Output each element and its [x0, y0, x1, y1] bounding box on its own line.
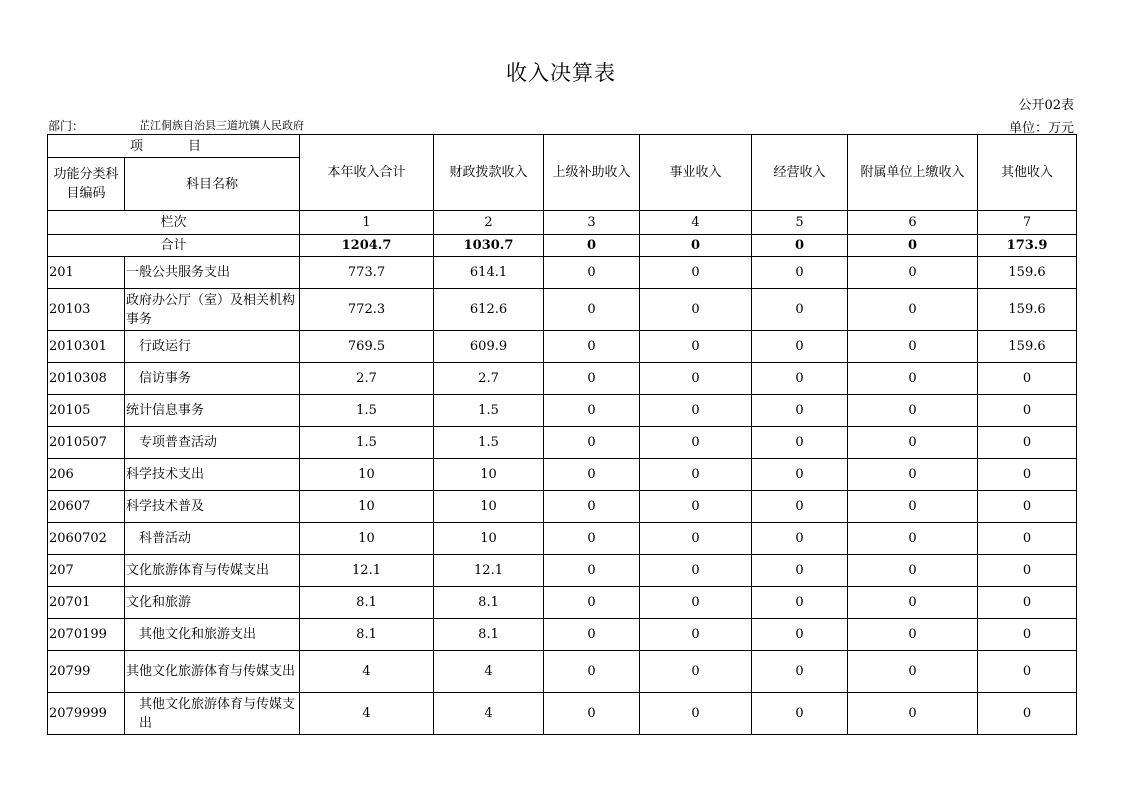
row-value: 0 [978, 693, 1077, 735]
row-value: 773.7 [300, 257, 434, 289]
row-value: 0 [848, 363, 978, 395]
row-value: 0 [640, 289, 752, 331]
row-name: 行政运行 [125, 331, 300, 363]
row-name: 一般公共服务支出 [125, 257, 300, 289]
table-row [48, 693, 1077, 735]
row-value: 0 [640, 491, 752, 523]
row-value: 0 [544, 651, 640, 693]
row-value: 8.1 [300, 619, 434, 651]
row-value: 0 [640, 693, 752, 735]
total-cell: 1204.7 [300, 235, 434, 257]
table-body [48, 135, 1077, 735]
row-value: 0 [640, 363, 752, 395]
index-cell: 2 [434, 211, 544, 235]
row-value: 612.6 [434, 289, 544, 331]
row-value: 769.5 [300, 331, 434, 363]
row-code: 2010301 [48, 331, 125, 363]
row-value: 0 [848, 491, 978, 523]
row-code: 2060702 [48, 523, 125, 555]
row-name: 文化旅游体育与传媒支出 [125, 555, 300, 587]
total-label: 合计 [48, 235, 300, 257]
row-value: 0 [640, 331, 752, 363]
row-name: 科学技术支出 [125, 459, 300, 491]
row-value: 0 [752, 331, 848, 363]
row-code: 20103 [48, 289, 125, 331]
index-cell: 4 [640, 211, 752, 235]
row-name: 专项普查活动 [125, 427, 300, 459]
row-value: 0 [848, 395, 978, 427]
table-row [48, 619, 1077, 651]
row-code: 2010308 [48, 363, 125, 395]
row-name: 科学技术普及 [125, 491, 300, 523]
row-value: 12.1 [434, 555, 544, 587]
row-name: 科普活动 [125, 523, 300, 555]
row-value: 0 [544, 587, 640, 619]
total-cell: 1030.7 [434, 235, 544, 257]
row-value: 2.7 [300, 363, 434, 395]
header-col-3: 上级补助收入 [544, 135, 640, 211]
row-name: 其他文化和旅游支出 [125, 619, 300, 651]
index-cell: 7 [978, 211, 1077, 235]
row-value: 4 [300, 693, 434, 735]
row-value: 0 [752, 427, 848, 459]
header-name: 科目名称 [125, 158, 300, 211]
row-value: 0 [978, 523, 1077, 555]
row-value: 0 [544, 491, 640, 523]
table-row [48, 257, 1077, 289]
row-value: 0 [640, 587, 752, 619]
row-value: 159.6 [978, 257, 1077, 289]
row-value: 8.1 [300, 587, 434, 619]
row-value: 159.6 [978, 289, 1077, 331]
row-code: 207 [48, 555, 125, 587]
row-value: 0 [752, 619, 848, 651]
total-cell: 173.9 [978, 235, 1077, 257]
row-name: 其他文化旅游体育与传媒支出 [125, 693, 300, 735]
header-col-7: 其他收入 [978, 135, 1077, 211]
row-value: 0 [848, 693, 978, 735]
row-value: 1.5 [300, 395, 434, 427]
row-value: 0 [640, 523, 752, 555]
row-code: 2079999 [48, 693, 125, 735]
index-label: 栏次 [48, 211, 300, 235]
row-value: 0 [848, 459, 978, 491]
row-value: 0 [640, 257, 752, 289]
index-cell: 6 [848, 211, 978, 235]
index-cell: 5 [752, 211, 848, 235]
total-cell: 0 [544, 235, 640, 257]
table-row [48, 491, 1077, 523]
index-row [48, 211, 1077, 235]
table-row [48, 427, 1077, 459]
row-code: 20701 [48, 587, 125, 619]
row-value: 0 [544, 555, 640, 587]
row-name: 统计信息事务 [125, 395, 300, 427]
header-col-4: 事业收入 [640, 135, 752, 211]
row-name: 其他文化旅游体育与传媒支出 [125, 651, 300, 693]
row-name: 文化和旅游 [125, 587, 300, 619]
table-row [48, 587, 1077, 619]
row-value: 10 [434, 459, 544, 491]
row-value: 0 [544, 289, 640, 331]
row-name: 政府办公厅（室）及相关机构事务 [125, 289, 300, 331]
department-label: 部门： [48, 119, 85, 133]
row-value: 10 [434, 491, 544, 523]
row-value: 0 [640, 459, 752, 491]
row-name: 信访事务 [125, 363, 300, 395]
row-value: 0 [640, 395, 752, 427]
form-number: 公开02表 [1018, 98, 1074, 113]
row-value: 772.3 [300, 289, 434, 331]
header-item [48, 135, 300, 158]
row-value: 4 [434, 651, 544, 693]
department-name: 芷江侗族自治县三道坑镇人民政府 [139, 119, 304, 132]
total-cell: 0 [752, 235, 848, 257]
row-value: 0 [848, 523, 978, 555]
row-value: 10 [300, 491, 434, 523]
table-row [48, 289, 1077, 331]
table-row [48, 363, 1077, 395]
row-value: 0 [544, 331, 640, 363]
total-cell: 0 [640, 235, 752, 257]
row-value: 0 [544, 395, 640, 427]
row-code: 2010507 [48, 427, 125, 459]
row-value: 0 [848, 427, 978, 459]
row-value: 609.9 [434, 331, 544, 363]
row-value: 0 [848, 587, 978, 619]
row-value: 10 [434, 523, 544, 555]
row-value: 0 [978, 651, 1077, 693]
row-value: 10 [300, 459, 434, 491]
row-value: 0 [544, 523, 640, 555]
row-value: 0 [978, 363, 1077, 395]
row-code: 20105 [48, 395, 125, 427]
row-value: 0 [544, 427, 640, 459]
row-value: 0 [978, 395, 1077, 427]
table-row [48, 395, 1077, 427]
row-value: 0 [640, 651, 752, 693]
table-row [48, 459, 1077, 491]
row-value: 0 [544, 693, 640, 735]
row-code: 20799 [48, 651, 125, 693]
income-table [47, 134, 1077, 735]
row-value: 0 [848, 555, 978, 587]
row-code: 206 [48, 459, 125, 491]
row-code: 201 [48, 257, 125, 289]
total-cell: 0 [848, 235, 978, 257]
table-row [48, 523, 1077, 555]
row-value: 159.6 [978, 331, 1077, 363]
row-value: 0 [848, 289, 978, 331]
table-row [48, 331, 1077, 363]
header-item-label: 项 目 [130, 138, 218, 154]
row-value: 0 [752, 523, 848, 555]
row-value: 0 [978, 459, 1077, 491]
header-col-5: 经营收入 [752, 135, 848, 211]
row-code: 20607 [48, 491, 125, 523]
row-value: 0 [752, 459, 848, 491]
header-col-6: 附属单位上缴收入 [848, 135, 978, 211]
table-row [48, 651, 1077, 693]
row-value: 0 [752, 555, 848, 587]
row-value: 0 [752, 651, 848, 693]
row-value: 0 [848, 651, 978, 693]
row-value: 0 [752, 491, 848, 523]
row-value: 2.7 [434, 363, 544, 395]
row-value: 0 [640, 555, 752, 587]
row-value: 0 [752, 257, 848, 289]
index-cell: 1 [300, 211, 434, 235]
row-value: 0 [978, 555, 1077, 587]
row-value: 1.5 [434, 395, 544, 427]
row-value: 0 [978, 619, 1077, 651]
row-value: 0 [640, 427, 752, 459]
row-value: 0 [978, 587, 1077, 619]
row-value: 4 [300, 651, 434, 693]
row-value: 8.1 [434, 619, 544, 651]
header-col-2: 财政拨款收入 [434, 135, 544, 211]
row-value: 0 [848, 331, 978, 363]
row-value: 0 [544, 459, 640, 491]
row-value: 1.5 [300, 427, 434, 459]
row-value: 8.1 [434, 587, 544, 619]
row-value: 1.5 [434, 427, 544, 459]
row-value: 0 [978, 491, 1077, 523]
header-col-1: 本年收入合计 [300, 135, 434, 211]
unit-label: 单位：万元 [1008, 121, 1074, 136]
row-value: 614.1 [434, 257, 544, 289]
table-row [48, 555, 1077, 587]
row-value: 0 [752, 693, 848, 735]
row-value: 0 [752, 587, 848, 619]
row-value: 0 [978, 427, 1077, 459]
page-title: 收入决算表 [506, 61, 616, 85]
row-value: 0 [848, 257, 978, 289]
row-value: 0 [544, 619, 640, 651]
row-value: 0 [544, 363, 640, 395]
index-cell: 3 [544, 211, 640, 235]
row-value: 4 [434, 693, 544, 735]
row-value: 0 [640, 619, 752, 651]
row-value: 10 [300, 523, 434, 555]
row-value: 12.1 [300, 555, 434, 587]
header-row [48, 135, 1077, 158]
row-value: 0 [752, 289, 848, 331]
row-value: 0 [848, 619, 978, 651]
row-value: 0 [544, 257, 640, 289]
header-code: 功能分类科目编码 [48, 158, 125, 211]
row-value: 0 [752, 395, 848, 427]
row-value: 0 [752, 363, 848, 395]
total-row [48, 235, 1077, 257]
row-code: 2070199 [48, 619, 125, 651]
